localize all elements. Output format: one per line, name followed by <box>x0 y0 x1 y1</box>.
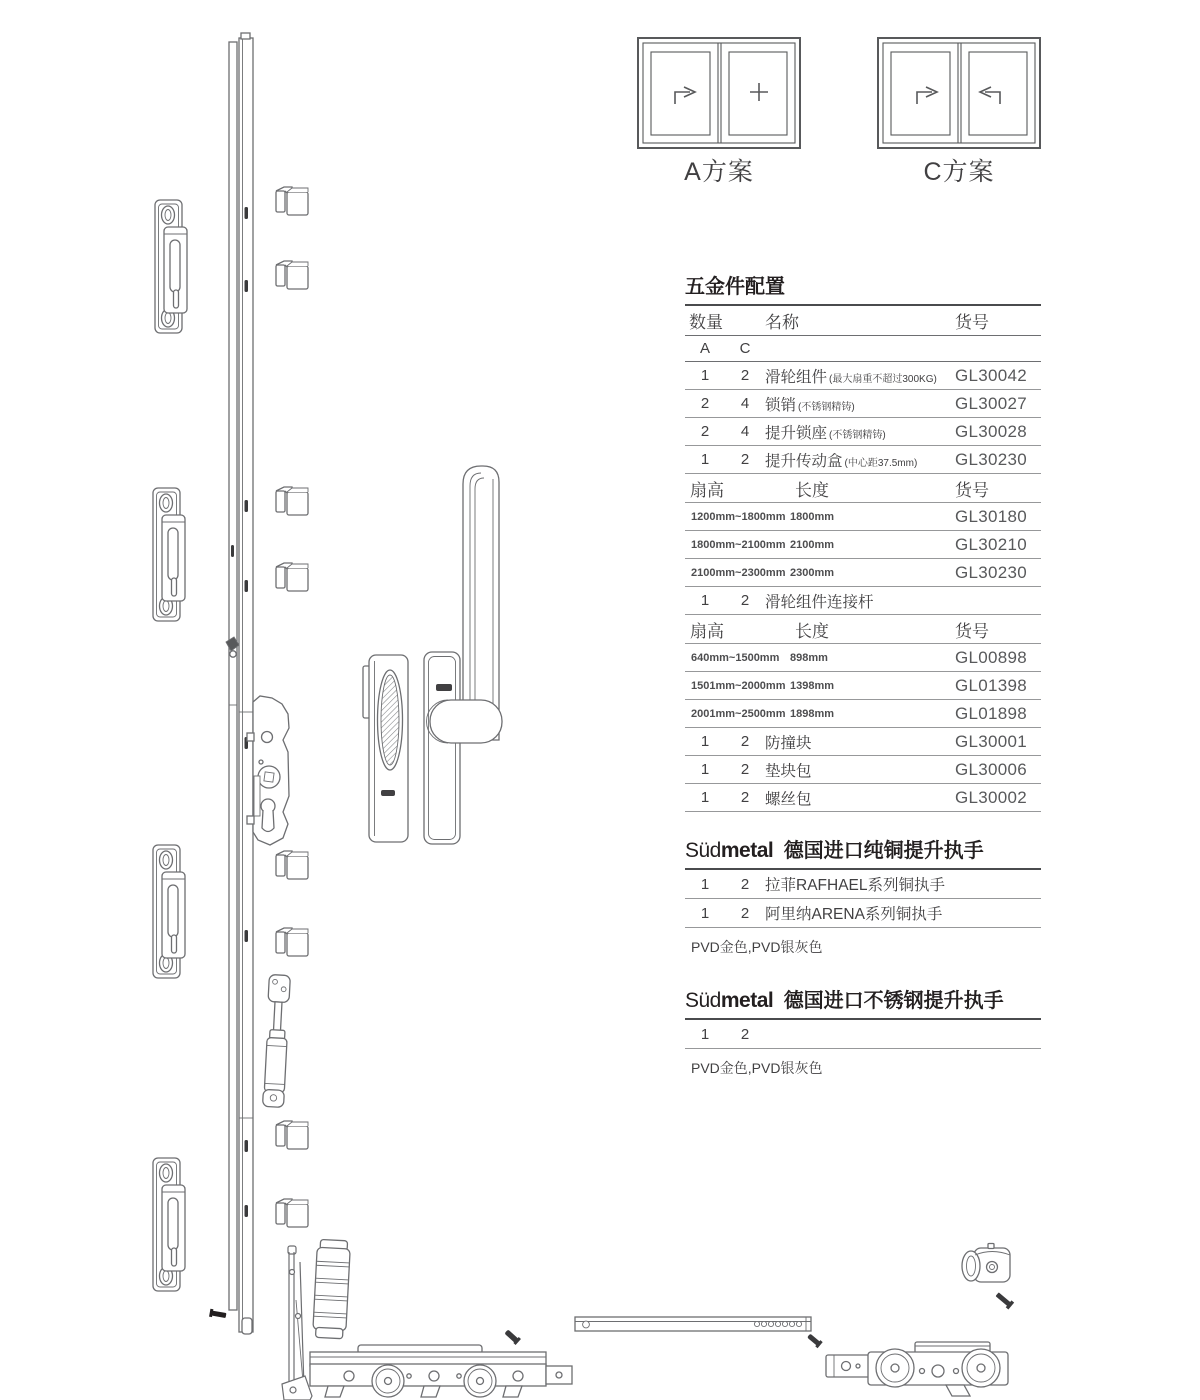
cell-sh: 货号 <box>955 621 989 641</box>
col-code: 货号 <box>955 313 989 332</box>
telescopic-lock-pin-drawing <box>263 975 291 1108</box>
brand-row <box>685 899 1041 928</box>
cell-qty: 1 <box>700 367 710 384</box>
hardware-row-item <box>685 418 1041 446</box>
fixing-screw-icon <box>994 1291 1014 1310</box>
cell-rng: 1800mm~2100mm <box>691 538 786 551</box>
connector-bar-drawing <box>575 1317 823 1348</box>
brand-section-title <box>685 984 1041 1020</box>
scheme-a-label: A方案 <box>684 158 754 186</box>
cell-sh: 扇高 <box>690 621 724 641</box>
cell-code: GL30042 <box>955 365 1028 385</box>
hardware-table-title: 五金件配置 <box>685 270 1041 306</box>
euro-cylinder-hole <box>261 799 275 832</box>
slide-left-arrow-icon <box>980 87 1000 104</box>
hardware-row-subheader <box>685 615 1041 644</box>
cell-note: (不锈钢精铸) <box>829 429 886 441</box>
scheme-c-label: C方案 <box>923 158 995 186</box>
brand-logo-mark <box>381 790 395 796</box>
cell-nm: 提升锁座 (不锈钢精铸) <box>765 424 886 442</box>
cell-sh: 长度 <box>795 480 829 500</box>
cell-nm: 拉菲RAFHAEL系列铜执手 <box>765 877 945 894</box>
lock-clip-drawing <box>276 563 308 591</box>
roller-bogie-drawing <box>826 1342 1008 1396</box>
hardware-row-item <box>685 587 1041 615</box>
finish-note: PVD金色,PVD银灰色 <box>691 939 823 955</box>
cell-code: GL00898 <box>955 647 1028 667</box>
cell-nm: 防撞块 <box>765 734 812 752</box>
brand-logo-light: Süd <box>685 989 721 1012</box>
cell-qty: 4 <box>740 423 750 440</box>
lift-slide-handle-drawing <box>424 466 502 844</box>
cell-nm: 阿里纳ARENA系列铜执手 <box>765 906 943 923</box>
cell-qty: 2 <box>740 451 750 468</box>
hardware-table-rows <box>685 362 1041 812</box>
slide-right-arrow-icon <box>917 87 937 104</box>
lock-clip-drawing <box>276 1199 308 1227</box>
cell-qty: 2 <box>740 733 750 750</box>
hardware-row-subheader <box>685 474 1041 503</box>
cell-code: GL30230 <box>955 449 1028 469</box>
hardware-table-header <box>685 306 1041 336</box>
cell-qty: 1 <box>700 451 710 468</box>
hardware-row-size <box>685 700 1041 728</box>
cell-rng: 2100mm~2300mm <box>691 566 786 579</box>
cell-nm: 垫块包 <box>765 762 812 780</box>
cell-note: (不锈钢精铸) <box>798 401 855 413</box>
cell-sh: 货号 <box>955 480 989 500</box>
cell-qty: 1 <box>700 733 710 750</box>
cell-nm: 螺丝包 <box>765 790 812 808</box>
brand-logo-bold: metal <box>720 989 774 1012</box>
cell-rng: 1898mm <box>790 707 835 720</box>
hardware-table-variant-row <box>685 336 1041 362</box>
hardware-row-item <box>685 390 1041 418</box>
brand-row <box>685 870 1041 899</box>
handle-arm <box>427 700 503 743</box>
cell-nm: 提升传动盒 (中心距37.5mm) <box>765 452 918 470</box>
hardware-table <box>685 270 1041 812</box>
cell-rng: 1200mm~1800mm <box>691 510 786 523</box>
cell-qty: 1 <box>700 1025 710 1043</box>
cell-qty: 2 <box>740 761 750 778</box>
lock-clip-drawing <box>276 487 308 515</box>
cell-nm: 锁销 (不锈钢精铸) <box>765 396 855 414</box>
variant-c: C <box>739 340 751 357</box>
col-name: 名称 <box>765 313 799 332</box>
plus-icon <box>750 83 768 101</box>
brand-row <box>685 1020 1041 1049</box>
cell-rng: 2300mm <box>790 566 835 579</box>
cell-note: (中心距37.5mm) <box>844 457 918 469</box>
brand-section-heading: 德国进口不锈钢提升执手 <box>783 990 1004 1012</box>
cell-code: GL30230 <box>955 562 1028 582</box>
cell-qty: 2 <box>740 592 750 609</box>
hardware-row-item <box>685 362 1041 390</box>
cell-qty: 2 <box>740 1025 750 1043</box>
cell-rng: 1800mm <box>790 510 835 523</box>
anti-collision-block-drawing <box>962 1244 1010 1283</box>
cell-rng: 1501mm~2000mm <box>691 679 786 692</box>
lock-clip-drawing <box>276 928 308 956</box>
cell-code: GL30002 <box>955 787 1028 807</box>
cell-code: GL30180 <box>955 506 1028 526</box>
slide-right-arrow-icon <box>675 87 695 104</box>
scheme-c-diagram <box>878 38 1040 148</box>
keeper-plate-drawing <box>153 845 185 978</box>
buffer-block-drawing <box>313 1239 351 1339</box>
cell-note: (最大扇重不超过300KG) <box>829 373 937 385</box>
cell-rng: 1398mm <box>790 679 835 692</box>
cell-code: GL01898 <box>955 703 1028 723</box>
brand-section-title <box>685 834 1041 870</box>
brand-rows <box>685 1020 1041 1049</box>
scheme-a-diagram <box>638 38 800 148</box>
carriage-wheel <box>464 1365 496 1397</box>
brand-logo-bold: metal <box>720 839 774 862</box>
brand-section-heading: 德国进口纯铜提升执手 <box>783 840 984 862</box>
variant-a: A <box>699 340 710 357</box>
col-qty: 数量 <box>689 313 723 332</box>
cell-rng: 2100mm <box>790 538 835 551</box>
cell-qty: 1 <box>700 875 710 893</box>
hardware-row-item <box>685 784 1041 812</box>
cell-qty: 2 <box>700 423 710 440</box>
cell-qty: 4 <box>740 395 750 412</box>
keeper-plate-drawing <box>155 200 187 333</box>
cell-rng: 640mm~1500mm <box>691 651 780 664</box>
carriage-wheel <box>372 1365 404 1397</box>
cell-rng: 898mm <box>790 651 828 664</box>
cell-qty: 2 <box>740 367 750 384</box>
cell-code: GL01398 <box>955 675 1028 695</box>
keeper-plate-drawing <box>153 488 185 621</box>
bogie-wheel <box>962 1349 1000 1387</box>
brand-logo-light: Süd <box>685 839 721 862</box>
cell-qty: 2 <box>700 395 710 412</box>
cell-qty: 2 <box>740 789 750 806</box>
roller-carriage-drawing <box>310 1328 572 1397</box>
brand-logo-mark <box>436 684 452 691</box>
hardware-row-size <box>685 559 1041 587</box>
brand-section-stainless <box>685 984 1041 1078</box>
lift-rail-drawing <box>209 33 253 1334</box>
bogie-wheel <box>876 1349 914 1387</box>
handle-grip-bar <box>463 466 499 740</box>
cell-qty: 1 <box>700 904 710 922</box>
fixing-screw-icon <box>806 1332 823 1348</box>
lock-clip-drawing <box>276 187 308 215</box>
hardware-row-size <box>685 503 1041 531</box>
brand-section-brass <box>685 834 1041 957</box>
gearbox-lock-body-drawing <box>247 696 289 845</box>
cell-code: GL30210 <box>955 534 1028 554</box>
hardware-row-item <box>685 446 1041 474</box>
hardware-row-size <box>685 531 1041 559</box>
fixing-screw-icon <box>504 1328 521 1345</box>
hardware-row-size <box>685 672 1041 700</box>
cell-rng: 2001mm~2500mm <box>691 707 786 720</box>
hardware-row-item <box>685 756 1041 784</box>
cell-sh: 扇高 <box>690 480 724 500</box>
cell-qty: 2 <box>740 904 750 922</box>
brand-rows <box>685 870 1041 928</box>
lock-clip-drawing <box>276 851 308 879</box>
lock-clip-drawing <box>276 261 308 289</box>
cell-code: GL30006 <box>955 759 1028 779</box>
cell-nm: 滑轮组件 (最大扇重不超过300KG) <box>765 368 937 386</box>
cell-qty: 2 <box>740 875 750 893</box>
cell-qty: 1 <box>700 592 710 609</box>
lock-clip-drawing <box>276 1121 308 1149</box>
cell-code: GL30028 <box>955 421 1028 441</box>
finish-note: PVD金色,PVD银灰色 <box>691 1060 823 1076</box>
cell-nm: 滑轮组件连接杆 <box>765 593 874 611</box>
hardware-row-item <box>685 728 1041 756</box>
cell-qty: 1 <box>700 789 710 806</box>
hardware-row-size <box>685 644 1041 672</box>
corner-guide-drawing <box>282 1246 312 1400</box>
cell-code: GL30027 <box>955 393 1028 413</box>
cell-code: GL30001 <box>955 731 1028 751</box>
keeper-plate-drawing <box>153 1158 185 1291</box>
fixing-screw-icon <box>209 1309 227 1320</box>
cell-qty: 1 <box>700 761 710 778</box>
flat-pull-handle-drawing <box>363 655 408 842</box>
cell-sh: 长度 <box>795 621 829 641</box>
